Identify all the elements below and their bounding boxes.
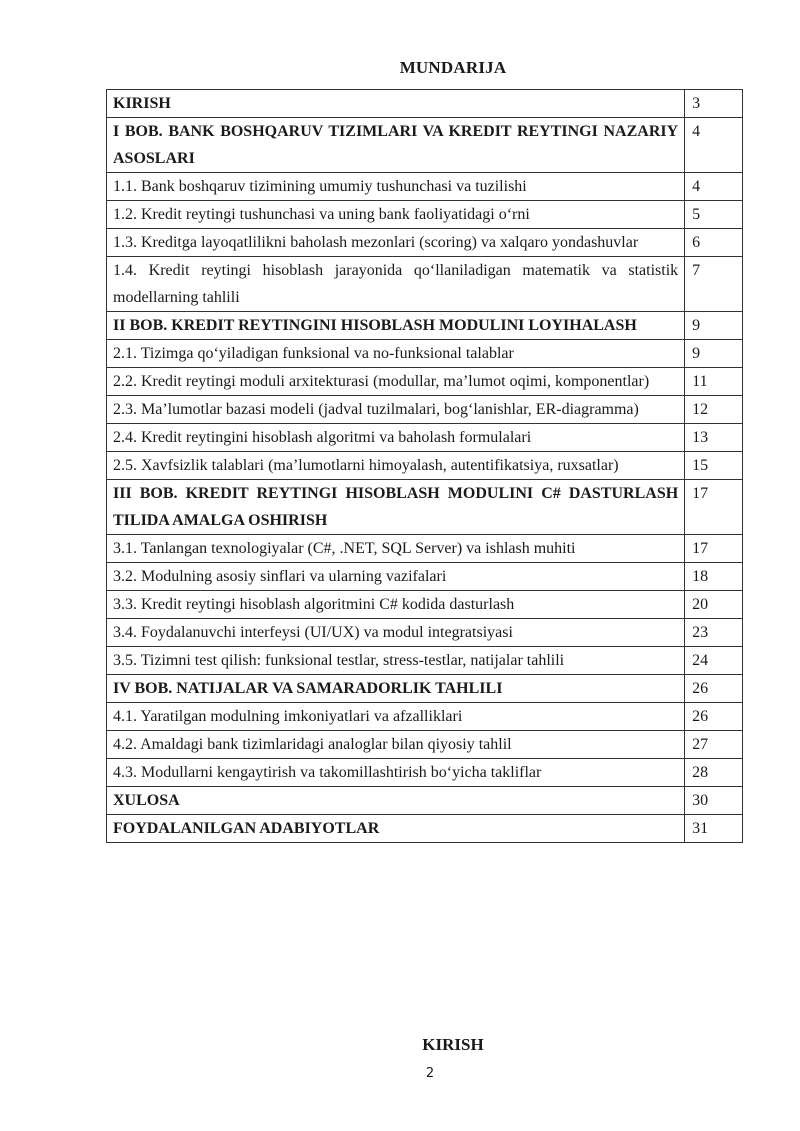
toc-entry-title: 3.5. Tizimni test qilish: funksional testlar, stress-testlar, natijalar tahlili [107, 647, 685, 675]
page-title: MUNDARIJA [399, 58, 507, 77]
toc-entry-page: 4 [685, 173, 743, 201]
toc-row [107, 563, 743, 591]
toc-row [107, 90, 743, 118]
toc-entry-page: 28 [685, 759, 743, 787]
toc-entry-title: 3.2. Modulning asosiy sinflari va ularning vazifalari [107, 563, 685, 591]
toc-entry-title: 2.4. Kredit reytingini hisoblash algoritmi va baholash formulalari [107, 424, 685, 452]
toc-entry-page: 27 [685, 731, 743, 759]
toc-entry-title: 1.4. Kredit reytingi hisoblash jarayonida qo‘llaniladigan matematik va statistik modellarning tahlili [107, 257, 685, 312]
toc-entry-title: FOYDALANILGAN ADABIYOTLAR [107, 815, 685, 843]
toc-entry-title: 4.1. Yaratilgan modulning imkoniyatlari va afzalliklari [107, 703, 685, 731]
toc-entry-title: 4.3. Modullarni kengaytirish va takomillashtirish bo‘yicha takliflar [107, 759, 685, 787]
toc-row [107, 703, 743, 731]
toc-row [107, 675, 743, 703]
toc-entry-page: 3 [685, 90, 743, 118]
toc-row [107, 787, 743, 815]
toc-entry-title: 3.3. Kredit reytingi hisoblash algoritmini C# kodida dasturlash [107, 591, 685, 619]
toc-row [107, 201, 743, 229]
toc-row [107, 368, 743, 396]
toc-entry-page: 30 [685, 787, 743, 815]
toc-entry-title: 3.1. Tanlangan texnologiyalar (C#, .NET, SQL Server) va ishlash muhiti [107, 535, 685, 563]
toc-entry-title: I BOB. BANK BOSHQARUV TIZIMLARI VA KREDIT REYTINGI NAZARIY ASOSLARI [107, 118, 685, 173]
toc-row [107, 815, 743, 843]
toc-row [107, 257, 743, 312]
toc-entry-page: 23 [685, 619, 743, 647]
toc-row [107, 396, 743, 424]
toc-row [107, 731, 743, 759]
toc-entry-page: 26 [685, 675, 743, 703]
toc-entry-title: XULOSA [107, 787, 685, 815]
toc-entry-page: 7 [685, 257, 743, 312]
toc-entry-page: 12 [685, 396, 743, 424]
toc-entry-title: III BOB. KREDIT REYTINGI HISOBLASH MODULINI C# DASTURLASH TILIDA AMALGA OSHIRISH [107, 480, 685, 535]
toc-entry-title: 1.3. Kreditga layoqatlilikni baholash mezonlari (scoring) va xalqaro yondashuvlar [107, 229, 685, 257]
toc-entry-title: II BOB. KREDIT REYTINGINI HISOBLASH MODULINI LOYIHALASH [107, 312, 685, 340]
toc-row [107, 647, 743, 675]
toc-entry-page: 9 [685, 340, 743, 368]
toc-row [107, 452, 743, 480]
toc-row [107, 173, 743, 201]
toc-entry-page: 6 [685, 229, 743, 257]
toc-entry-page: 26 [685, 703, 743, 731]
toc-entry-page: 24 [685, 647, 743, 675]
table-of-contents [106, 89, 743, 843]
toc-entry-title: 2.1. Tizimga qo‘yiladigan funksional va no-funksional talablar [107, 340, 685, 368]
toc-entry-title: 2.5. Xavfsizlik talablari (ma’lumotlarni himoyalash, autentifikatsiya, ruxsatlar) [107, 452, 685, 480]
toc-row [107, 229, 743, 257]
toc-entry-title: 2.3. Ma’lumotlar bazasi modeli (jadval tuzilmalari, bog‘lanishlar, ER-diagramma) [107, 396, 685, 424]
toc-entry-page: 17 [685, 535, 743, 563]
toc-row [107, 340, 743, 368]
toc-entry-page: 15 [685, 452, 743, 480]
toc-row [107, 619, 743, 647]
toc-body [107, 90, 743, 843]
page-number: 2 [425, 1066, 435, 1081]
section-heading: KIRISH [422, 1035, 484, 1054]
toc-entry-page: 17 [685, 480, 743, 535]
toc-entry-page: 5 [685, 201, 743, 229]
toc-row [107, 759, 743, 787]
toc-entry-page: 13 [685, 424, 743, 452]
toc-entry-title: 2.2. Kredit reytingi moduli arxitekturasi (modullar, ma’lumot oqimi, komponentlar) [107, 368, 685, 396]
toc-row [107, 480, 743, 535]
toc-entry-page: 11 [685, 368, 743, 396]
toc-entry-title: IV BOB. NATIJALAR VA SAMARADORLIK TAHLILI [107, 675, 685, 703]
toc-entry-title: 3.4. Foydalanuvchi interfeysi (UI/UX) va modul integratsiyasi [107, 619, 685, 647]
toc-entry-page: 31 [685, 815, 743, 843]
toc-row [107, 535, 743, 563]
toc-row [107, 424, 743, 452]
toc-entry-title: 1.2. Kredit reytingi tushunchasi va uning bank faoliyatidagi o‘rni [107, 201, 685, 229]
toc-entry-page: 4 [685, 118, 743, 173]
toc-entry-page: 9 [685, 312, 743, 340]
toc-entry-title: 1.1. Bank boshqaruv tizimining umumiy tushunchasi va tuzilishi [107, 173, 685, 201]
toc-row [107, 118, 743, 173]
toc-row [107, 312, 743, 340]
toc-row [107, 591, 743, 619]
toc-entry-page: 18 [685, 563, 743, 591]
toc-entry-title: 4.2. Amaldagi bank tizimlaridagi analoglar bilan qiyosiy tahlil [107, 731, 685, 759]
toc-entry-title: KIRISH [107, 90, 685, 118]
toc-entry-page: 20 [685, 591, 743, 619]
